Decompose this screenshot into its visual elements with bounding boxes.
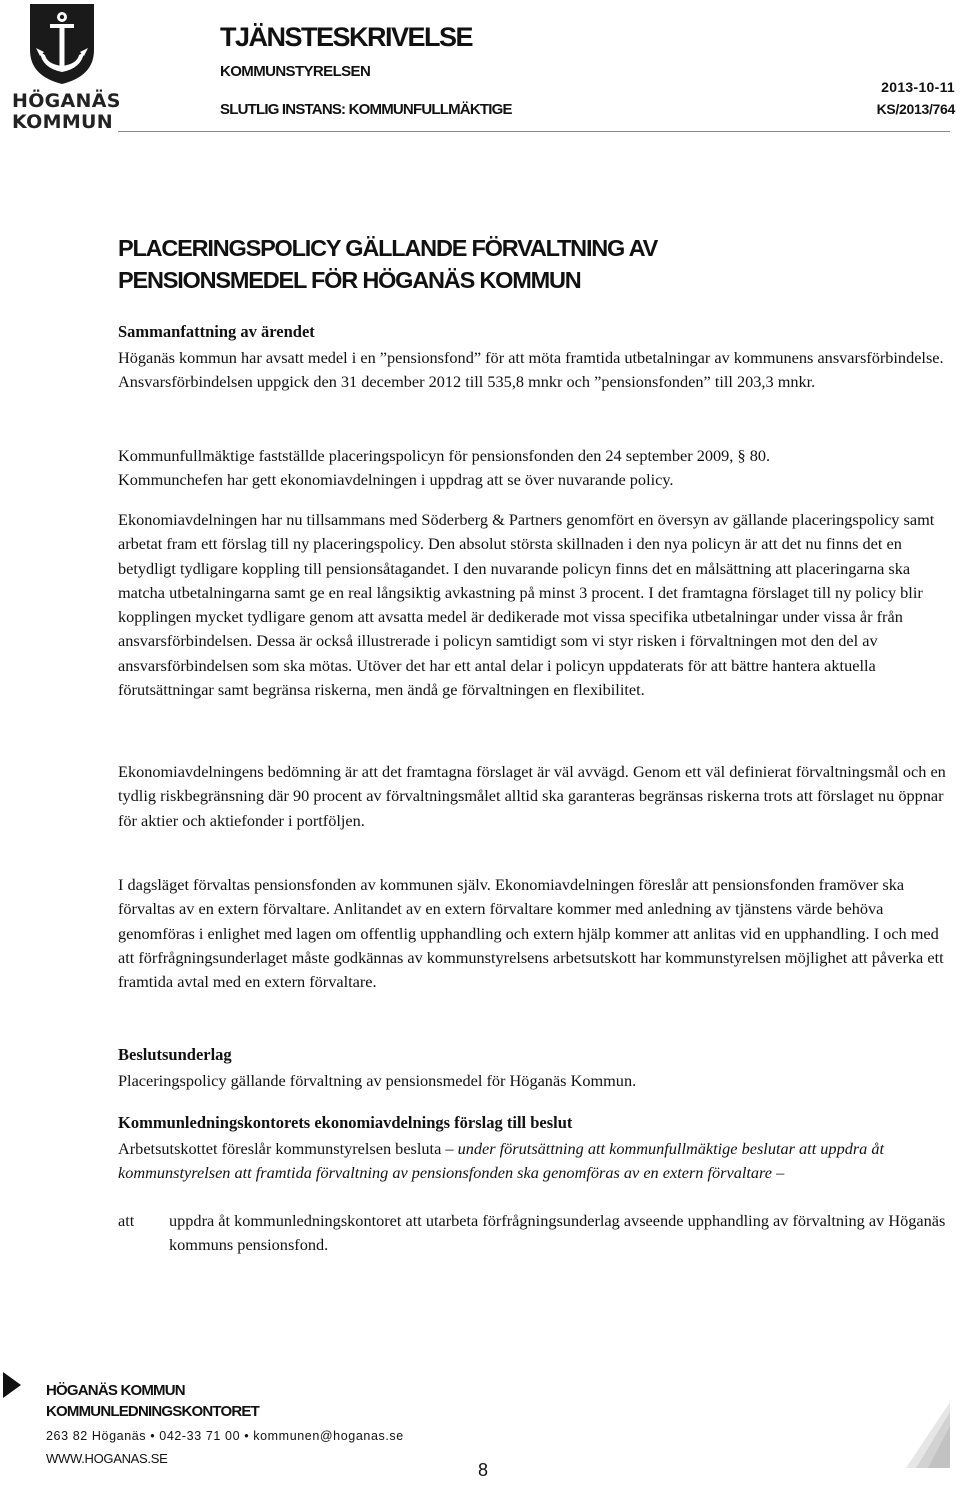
review-paragraph: Ekonomiavdelningen har nu tillsammans med Söderberg & Partners genomfört en översyn av gällande placeringspolicy samt arbetat fram ett förslag till ny placeringspolicy. Den absolut största skillnaden i den nya policyn är att det nu finns det en betydligt tydligare koppling till pensionsåtagandet. I den nuvarande policyn finns det en målsättning att placeringarna ska matcha utbetalningarna samt ge en real långsiktig avkastning på minst 3 procent. I det framtagna förslaget till ny policy blir kopplingen mycket tydligare genom att avsatta medel är dedikerade mot vissa specifika utbetalningar under vissa år från ansvarsförbindelsen. Dessa är också illustrerade i policyn samtidigt som vi styr risken i förvaltningen mot den del av ansvarsförbindelsen som ska mötas. Utöver det har ett antal delar i policyn uppdaterats för att bättre hantera aktuella förutsättningar samt begränsa riskerna, men ändå ge förvaltningen en flexibilitet.	[118, 510, 935, 700]
footer-organization: HÖGANÄS KOMMUN	[46, 1382, 185, 1399]
section-sign: §	[737, 446, 746, 465]
decision-basis-heading: Beslutsunderlag	[118, 1045, 232, 1064]
decision-basis-text: Placeringspolicy gällande förvaltning av pensionsmedel för Höganäs Kommun.	[118, 1071, 637, 1090]
para2-text-a: Kommunfullmäktige fastställde placeringspolicyn för pensionsfonden den 24 september 2009,	[118, 446, 734, 465]
page-corner-icon	[900, 1398, 952, 1470]
page-number: 8	[478, 1460, 489, 1480]
header-divider	[118, 131, 950, 132]
organization-name: KOMMUNSTYRELSEN	[220, 63, 371, 80]
reference-number: KS/2013/764	[876, 101, 955, 117]
management-paragraph: I dagsläget förvaltas pensionsfonden av kommunen själv. Ekonomiavdelningen föreslår att pensionsfonden framöver ska förvaltas av en extern förvaltare. Anlitandet av en extern förvaltare kommer med anledning av tjänstens värde behöva genomföras i enlighet med lagen om offentlig upphandling och extern hjälp kommer att anlitas vid en upphandling. I och med att förfrågningsunderlaget måste godkännas av kommunstyrelsens arbetsutskott har kommunstyrelsen möjlighet att påverka ett framtida avtal med en extern förvaltare.	[118, 875, 944, 992]
title-line-1: PLACERINGSPOLICY GÄLLANDE FÖRVALTNING AV	[118, 235, 658, 261]
proposal-text	[118, 1137, 948, 1186]
summary-heading: Sammanfattning av ärendet	[118, 322, 315, 341]
anchor-crest-icon	[12, 2, 112, 86]
policy-adoption-paragraph	[118, 444, 948, 493]
document-date: 2013-10-11	[881, 79, 955, 95]
document-title	[118, 232, 938, 296]
proposal-heading: Kommunledningskontorets ekonomiavdelnings förslag till beslut	[118, 1113, 573, 1132]
logo-text-line1: HÖGANÄS	[12, 90, 121, 112]
footer-address: 263 82 Höganäs • 042-33 71 00 • kommunen@hoganas.se	[46, 1429, 404, 1443]
para2-text-b: 80.	[749, 446, 771, 465]
document-type: TJÄNSTESKRIVELSE	[220, 22, 473, 52]
final-instance: SLUTLIG INSTANS: KOMMUNFULLMÄKTIGE	[220, 101, 512, 118]
summary-paragraph: Höganäs kommun har avsatt medel i en ”pensionsfond” för att möta framtida utbetalningar av kommunens ansvarsförbindelse. Ansvarsförbindelsen uppgick den 31 december 2012 till 535,8 mnkr och ”pensionsfonden” till 203,3 mnkr.	[118, 348, 944, 392]
proposal-text-plain: Arbetsutskottet föreslår kommunstyrelsen besluta –	[118, 1139, 454, 1158]
footer-website: WWW.HOGANAS.SE	[46, 1451, 168, 1466]
para2-text-c: Kommunchefen har gett ekonomiavdelningen i uppdrag att se över nuvarande policy.	[118, 470, 674, 490]
hoganas-logo	[12, 2, 121, 133]
play-arrow-icon	[1, 1370, 23, 1400]
att-decision-text: uppdra åt kommunledningskontoret att utarbeta förfrågningsunderlag avseende upphandling av förvaltning av Höganäs kommuns pensionsfond.	[169, 1211, 946, 1255]
proposal-text-italic: under förutsättning att kommunfullmäktige beslutar att uppdra åt kommunstyrelsen att framtida förvaltning av pensionsfonden ska genomföras av en extern förvaltare –	[118, 1139, 885, 1183]
title-line-2: PENSIONSMEDEL FÖR HÖGANÄS KOMMUN	[118, 267, 581, 293]
footer-department: KOMMUNLEDNINGSKONTORET	[46, 1403, 259, 1420]
logo-text-line2: KOMMUN	[12, 111, 113, 133]
att-label: att	[118, 1211, 135, 1230]
assessment-paragraph: Ekonomiavdelningens bedömning är att det framtagna förslaget är väl avvägd. Genom ett väl definierat förvaltningsmål och en tydlig riskbegränsning där 90 procent av förvaltningsmålet alltid ska garanteras begränsas riskerna trots att förslaget nu öppnar för aktier och aktiefonder i portföljen.	[118, 762, 946, 830]
